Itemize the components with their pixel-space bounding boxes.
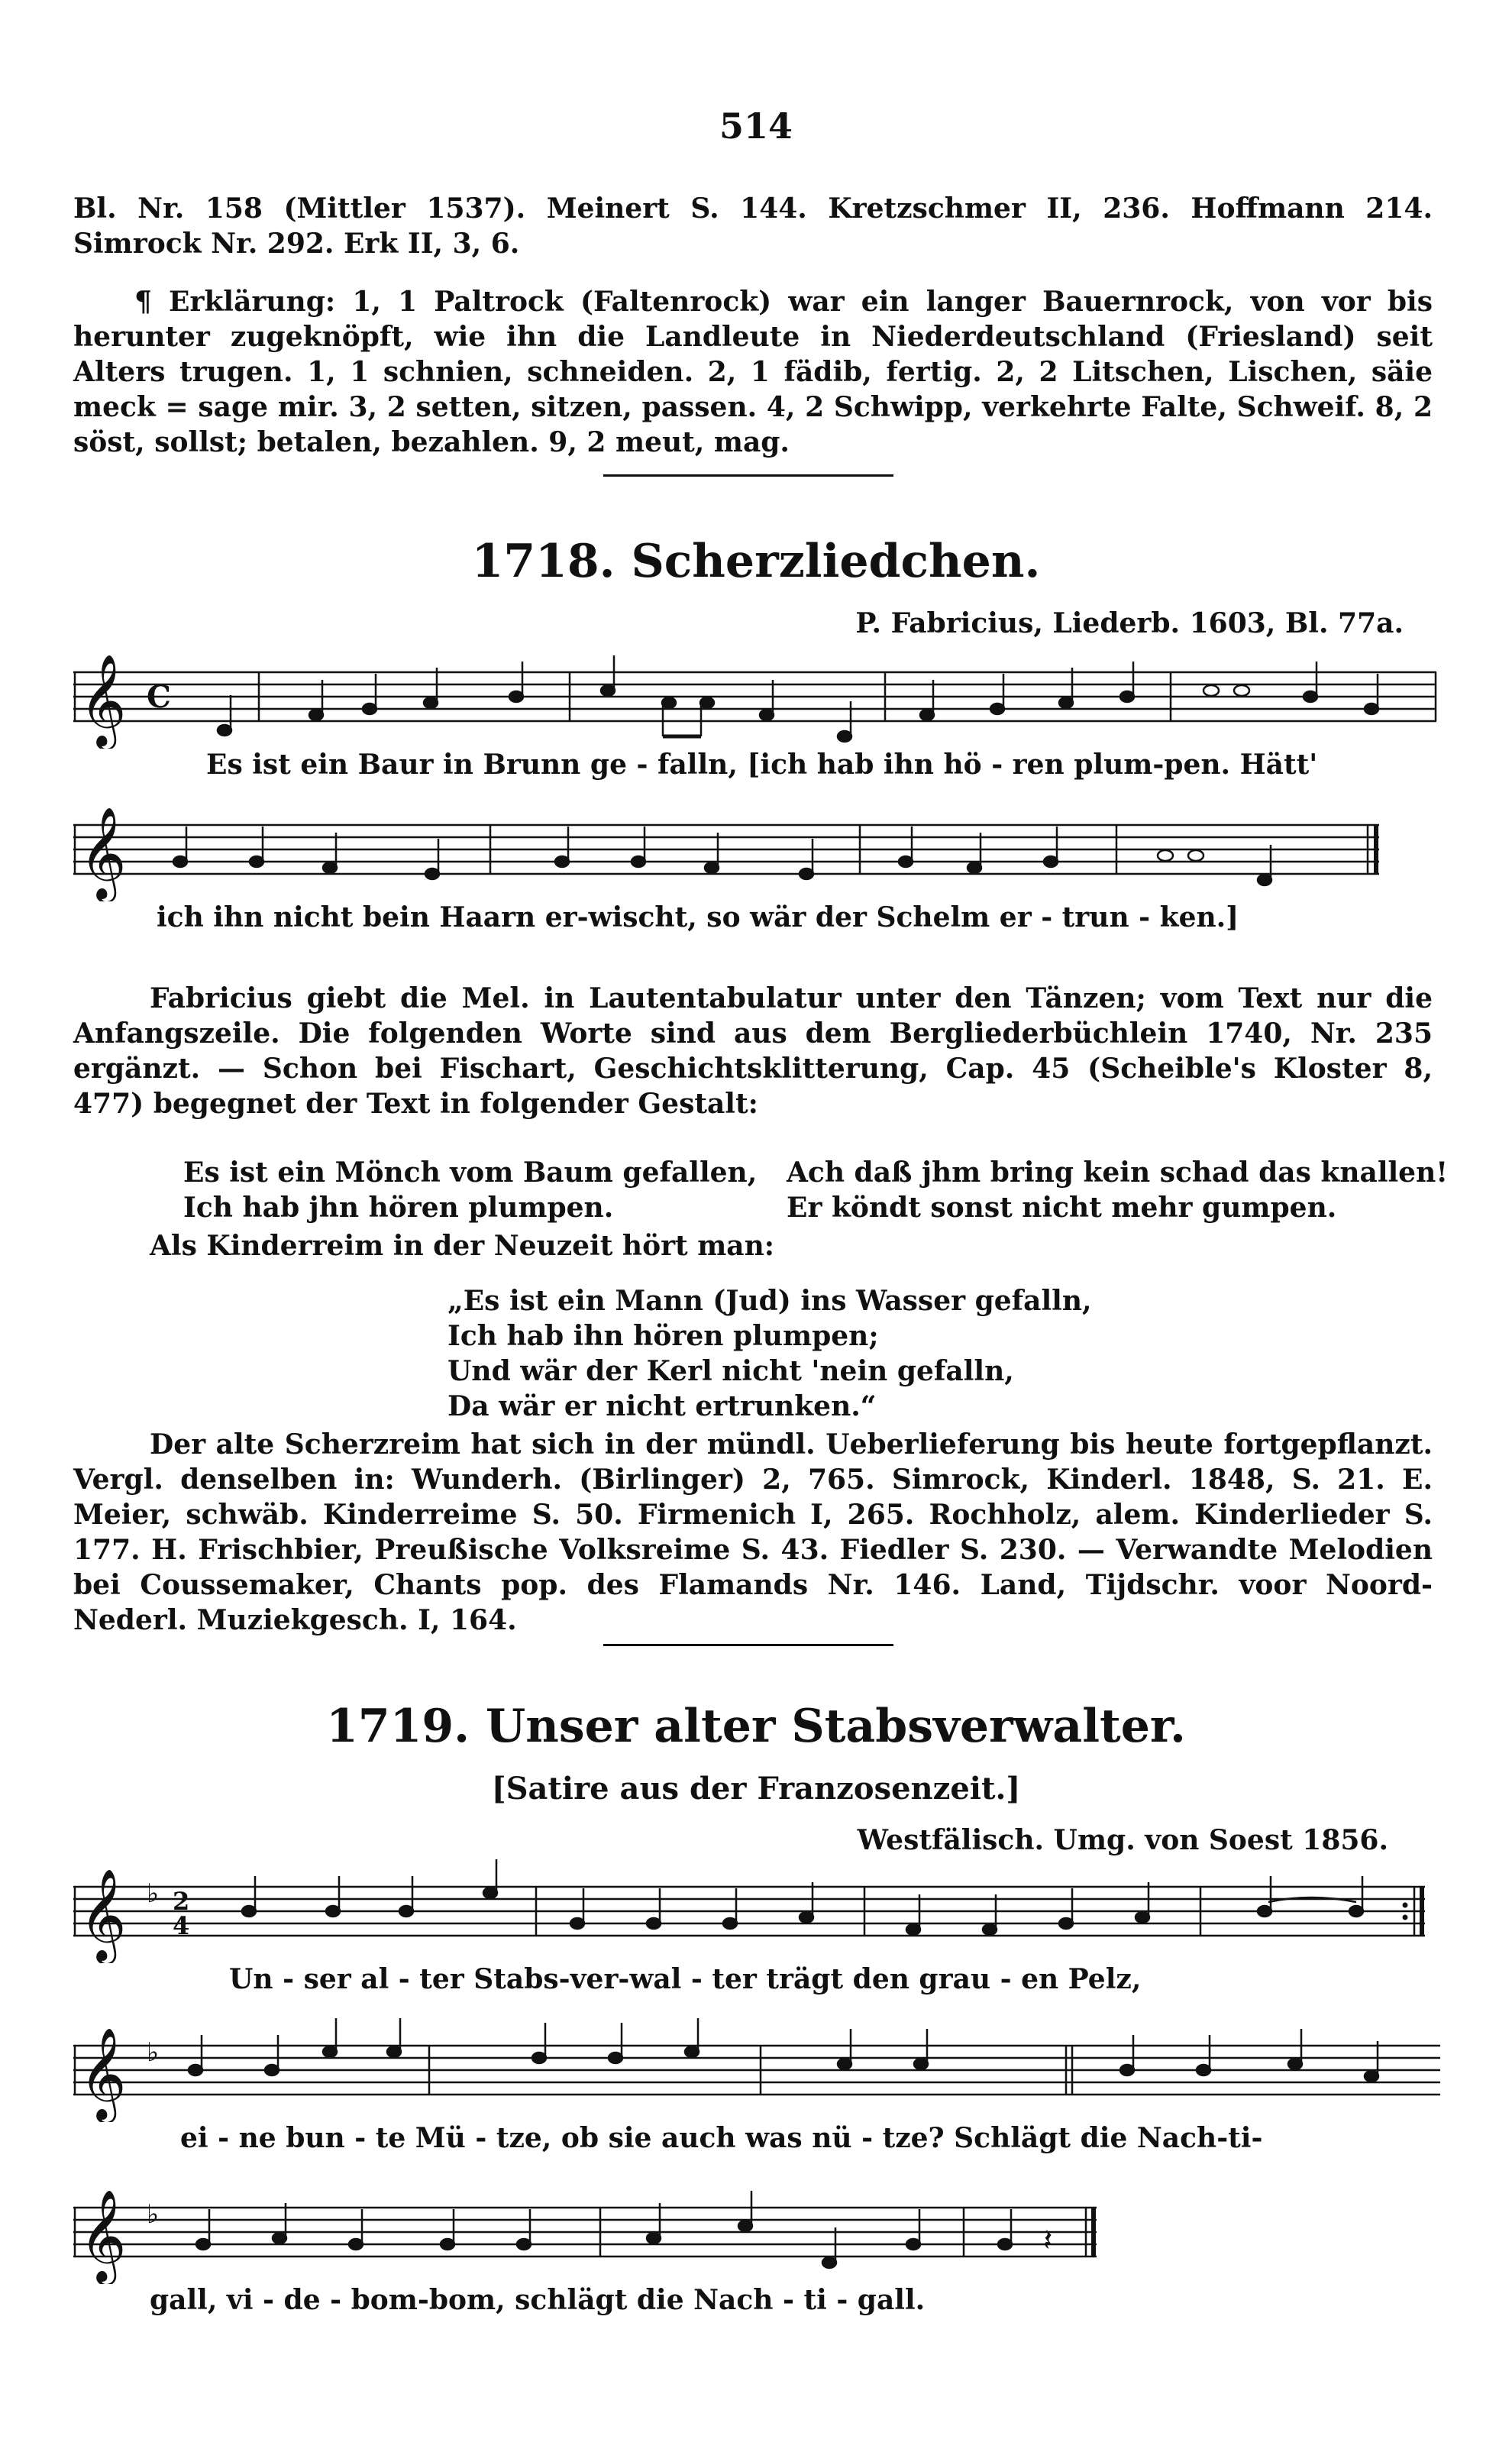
page-number: 514: [719, 105, 793, 147]
song-1718-note-1: Fabricius giebt die Mel. in Lautentabulatur unter den Tänzen; vom Text nur die Anfangszeile. Die folgenden Worte sind aus dem Bergliederbüchlein 1740, Nr. 235 ergänzt. — Schon bei Fischart, Geschichtsklitterung, Cap. 45 (Scheible's Kloster 8, 477) begegnet der Text in folgender Gestalt:: [73, 982, 1433, 1120]
verse-right-line-2: Er köndt sonst nicht mehr gumpen.: [787, 1192, 1337, 1224]
svg-text:♭: ♭: [147, 2199, 160, 2230]
time-signature-bottom: 4: [173, 1911, 190, 1940]
svg-text:C: C: [147, 679, 171, 715]
song-1719-title: Unser alter Stabsverwalter.: [485, 1700, 1186, 1753]
song-1718-verse-right: [787, 1155, 1448, 1225]
song-1719-lyrics-2: ei - ne bun - te Mü - tze, ob sie auch was nü - tze? Schlägt die Nach-ti-: [180, 2122, 1263, 2154]
song-1718-number: 1718.: [471, 535, 615, 588]
svg-text:𝄽: 𝄽: [1043, 2223, 1053, 2258]
section-divider-2: [603, 1644, 893, 1646]
song-1719-lyrics-1: Un - ser al - ter Stabs-ver-wal - ter trägt den grau - en Pelz,: [229, 1963, 1142, 1995]
song-1718-kinder-intro: Als Kinderreim in der Neuzeit hört man:: [150, 1230, 775, 1262]
song-1718-lyrics-2: ich ihn nicht bein Haarn er-wischt, so wär der Schelm er - trun - ken.]: [157, 901, 1239, 933]
song-1719-source: Westfälisch. Umg. von Soest 1856.: [857, 1824, 1388, 1856]
song-1719-staff-3: [73, 2177, 1440, 2284]
song-1718-note-2: Der alte Scherzreim hat sich in der mündl. Ueberlieferung bis heute fortgepflanzt. Vergl. denselben in: Wunderh. (Birlinger) 2, 765. Simrock, Kinderl. 1848, S. 21. E. Meier, schwäb. Kinderreime S. 50. Firmenich I, 265. Rochholz, alem. Kinderlieder S. 177. H. Frischbier, Preußische Volksreime S. 43. Fiedler S. 230. — Verwandte Melodien bei Coussemaker, Chants pop. des Flamands Nr. 146. Land, Tijdschr. voor Noord-Nederl. Muziekgesch. I, 164.: [73, 1428, 1433, 1636]
song-1718-kinder-verse: [447, 1283, 1092, 1424]
section-divider-1: [603, 474, 893, 477]
kinder-verse-line-4: Da wär er nicht ertrunken.“: [447, 1390, 877, 1422]
svg-text:♭: ♭: [147, 1878, 160, 1909]
song-1719-staff-1: [73, 1856, 1440, 1963]
song-1718-lyrics-1: Es ist ein Baur in Brunn ge - falln, [ich hab ihn hö - ren plum-pen. Hätt': [206, 749, 1318, 781]
song-1718-staff-2: [73, 794, 1440, 901]
kinder-verse-line-1: „Es ist ein Mann (Jud) ins Wasser gefalln,: [447, 1285, 1092, 1317]
svg-text:𝄞: 𝄞: [79, 2189, 127, 2282]
svg-text:♭: ♭: [147, 2037, 160, 2068]
explanation-paragraph: ¶ Erklärung: 1, 1 Paltrock (Faltenrock) war ein langer Bauernrock, von vor bis herunter zugeknöpft, wie ihn die Landleute in Niederdeutschland (Friesland) seit Alters trugen. 1, 1 schnien, schneiden. 2, 1 fädib, fertig. 2, 2 Litschen, Lischen, säie meck = sage mir. 3, 2 setten, sitzen, passen. 4, 2 Schwipp, verkehrte Falte, Schweif. 8, 2 söst, sollst; betalen, bezahlen. 9, 2 meut, mag.: [73, 286, 1433, 458]
song-1719-subtitle: [Satire aus der Franzosenzeit.]: [491, 1771, 1021, 1807]
reference-list-top: Bl. Nr. 158 (Mittler 1537). Meinert S. 144. Kretzschmer II, 236. Hoffmann 214. Simrock Nr. 292. Erk II, 3, 6.: [73, 192, 1433, 260]
time-signature-top: 2: [173, 1887, 190, 1916]
svg-text:𝄞: 𝄞: [79, 2027, 127, 2120]
song-1718-verse-left: [183, 1155, 757, 1225]
song-1718-staff-1: [73, 642, 1440, 749]
verse-left-line-2: Ich hab jhn hören plumpen.: [183, 1192, 614, 1224]
svg-text:𝄞: 𝄞: [79, 1868, 127, 1961]
song-1719-lyrics-3: gall, vi - de - bom-bom, schlägt die Nach - ti - gall.: [150, 2284, 926, 2316]
song-1719-heading: [0, 1700, 1512, 1753]
svg-text:𝄞: 𝄞: [79, 653, 127, 746]
song-1719-number: 1719.: [326, 1700, 470, 1753]
kinder-verse-line-3: Und wär der Kerl nicht 'nein gefalln,: [447, 1355, 1014, 1387]
verse-right-line-1: Ach daß jhm bring kein schad das knallen!: [787, 1157, 1449, 1189]
svg-text:𝄞: 𝄞: [79, 806, 127, 899]
verse-left-line-1: Es ist ein Mönch vom Baum gefallen,: [183, 1157, 758, 1189]
song-1718-title: Scherzliedchen.: [631, 535, 1041, 588]
song-1719-staff-2: [73, 2015, 1440, 2122]
song-1718-source: P. Fabricius, Liederb. 1603, Bl. 77a.: [855, 607, 1404, 639]
song-1718-heading: [0, 535, 1512, 588]
kinder-verse-line-2: Ich hab ihn hören plumpen;: [447, 1320, 879, 1352]
